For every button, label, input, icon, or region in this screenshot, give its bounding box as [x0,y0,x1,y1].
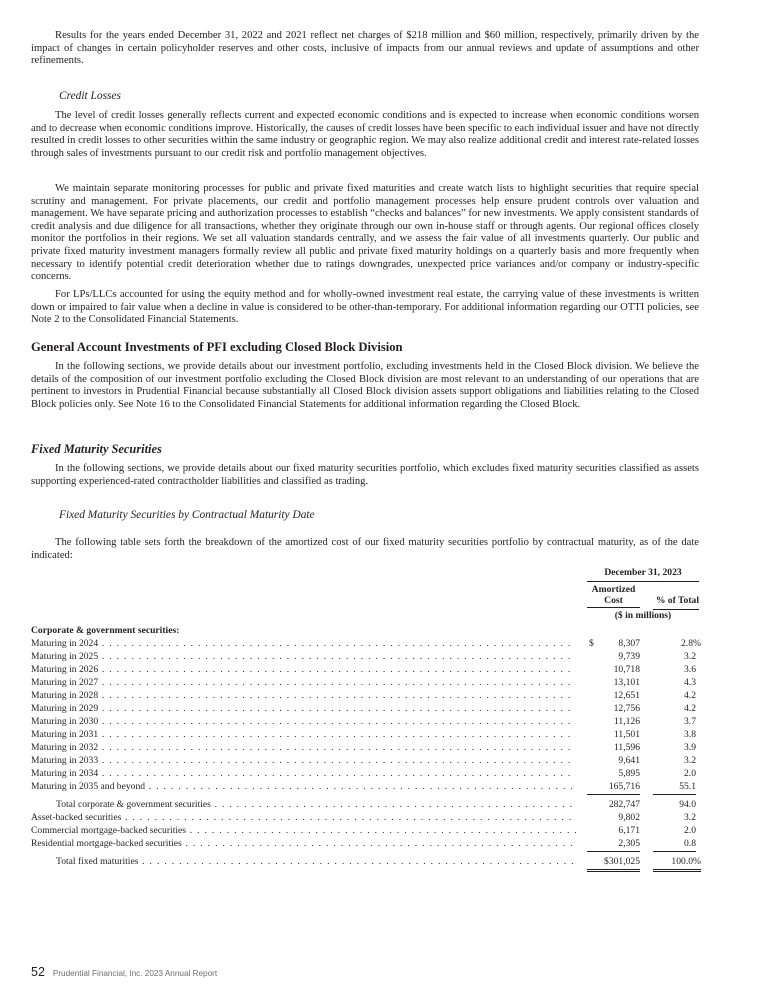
maturity-date-heading: Fixed Maturity Securities by Contractual Maturity Date [59,509,315,521]
table-row: Maturing in 2030 . . . 11,126 3.7 [31,716,699,729]
table-row: Maturing in 2024 . . . $ 8,307 2.8% [31,638,699,651]
period-header: December 31, 2023 [587,567,699,582]
maturity-date-paragraph: The following table sets forth the breakdown of the amortized cost of our fixed maturity securities portfolio by contractual maturity, as of the date indicated: [31,537,699,561]
table-row: Maturing in 2034 . . . 5,895 2.0 [31,768,699,781]
page-footer [31,966,217,981]
units-label: ($ in millions) [614,610,672,621]
fixed-maturity-heading: Fixed Maturity Securities [31,442,162,456]
credit-losses-paragraph-3: For LPs/LLCs accounted for using the equity method and for wholly-owned investment real estate, the carrying value of these investments is written down or impaired to fair value when a decline in value is considered to be other-than-temporary. For additional information regarding our OTTI policies, see Note 2 to the Consolidated Financial Statements. [31,289,699,326]
fixed-maturity-paragraph: In the following sections, we provide details about our fixed maturity securities portfolio, which excludes fixed maturity securities classified as assets supporting experienced-rated contractholder liabilities and classified as trading. [31,463,699,487]
credit-losses-paragraph-2: We maintain separate monitoring processes for public and private fixed maturities and create watch lists to highlight securities that require special scrutiny and management. For private placements, our credit and portfolio management processes help ensure prudent controls over valuation and management. We have separate pricing and authorization processes to establish “checks and balances” for new investments. We apply consistent standards of credit analysis and due diligence for all transactions, whether they originate through our own in-house staff or through agents. Our regional offices closely monitor the portfolios in their regions. We set all valuation standards centrally, and we assess the fair value of all investments quarterly. Our public and private fixed maturity investment managers formally review all public and private fixed maturity holdings on a quarterly basis and more frequently when necessary to identify potential credit deterioration whether due to ratings downgrades, unexpected price variances and/or company or industry-specific concerns. [31,183,699,283]
table-row: Maturing in 2032 . . . 11,596 3.9 [31,742,699,755]
table-row: Maturing in 2035 and beyond . . . 165,716 55.1 [31,781,699,794]
credit-losses-paragraph-1: The level of credit losses generally reflects current and expected economic conditions and is expected to increase when economic conditions worsen and to decrease when economic conditions improve. Historically, the causes of credit losses have been specific to each individual issuer and have not directly resulted in credit losses to other securities within the same industry or geographic region. We may also realize additional credit and interest rate-related losses through sales of investments pursuant to our credit risk and portfolio management objectives. [31,110,699,159]
total-row: Total fixed maturities . . . $301,025 100.0% [31,856,699,869]
table-row: Maturing in 2026 . . . 10,718 3.6 [31,664,699,677]
section-label: Corporate & government securities: [31,625,180,636]
table-row: Maturing in 2027 . . . 13,101 4.3 [31,677,699,690]
table-row: Residential mortgage-backed securities . . . 2,305 0.8 [31,838,699,851]
table-row: Maturing in 2028 . . . 12,651 4.2 [31,690,699,703]
general-account-paragraph: In the following sections, we provide details about our investment portfolio, excluding investments held in the Closed Block division. We believe the details of the composition of our investment portfolio excluding the Closed Block division are most relevant to an understanding of our operations that are pertinent to investors in Prudential Financial because substantially all Closed Block division assets support obligations and liabilities relating to the Closed Block policies only. See Note 16 to the Consolidated Financial Statements for additional information regarding the Closed Block. [31,361,699,410]
credit-losses-heading: Credit Losses [59,90,121,102]
table-row: Maturing in 2025 . . . 9,739 3.2 [31,651,699,664]
results-paragraph: Results for the years ended December 31, 2022 and 2021 reflect net charges of $218 million and $60 million, respectively, primarily driven by the impact of changes in certain policyholder reserves and other costs, inclusive of impacts from our annual reviews and update of assumptions and other refinements. [31,30,699,67]
table-row: Asset-backed securities . . . 9,802 3.2 [31,812,699,825]
percent-total-header: % of Total [653,595,699,610]
report-title: Prudential Financial, Inc. 2023 Annual Report [52,969,218,978]
subtotal-row: Total corporate & government securities . . . 282,747 94.0 [31,799,699,812]
table-row: Maturing in 2031 . . . 11,501 3.8 [31,729,699,742]
amortized-cost-header: Amortized Cost [587,584,640,608]
table-row: Maturing in 2033 . . . 9,641 3.2 [31,755,699,768]
table-row: Commercial mortgage-backed securities . . . 6,171 2.0 [31,825,699,838]
page-number: 52 [31,965,45,979]
currency-symbol: $ [589,638,594,649]
table-row: Maturing in 2029 . . . 12,756 4.2 [31,703,699,716]
general-account-heading: General Account Investments of PFI excluding Closed Block Division [31,340,403,354]
